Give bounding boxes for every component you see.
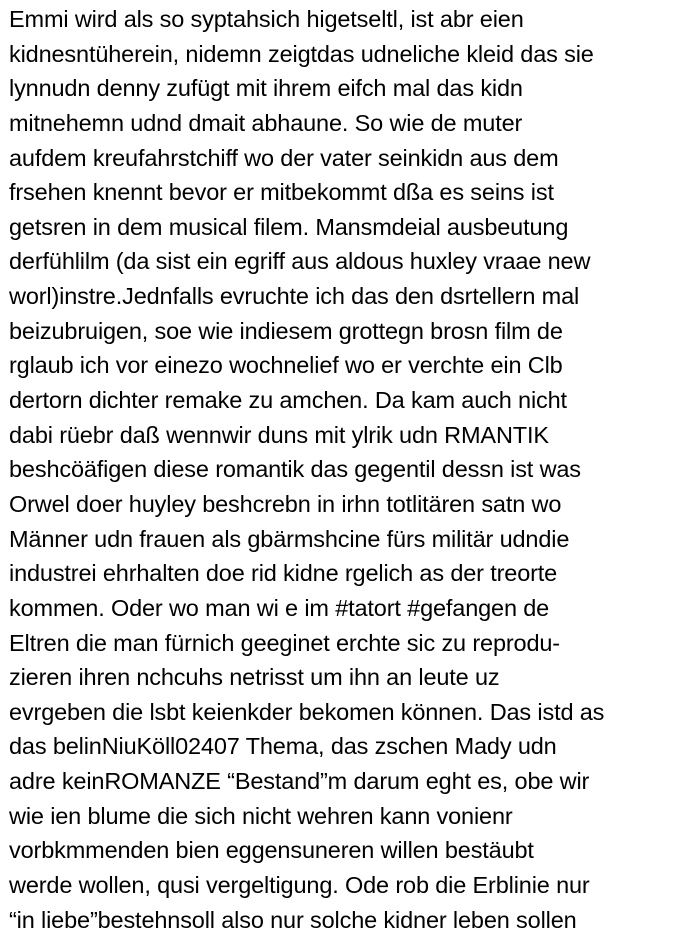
text-line: Eltren die man fürnich geeginet erchte sic zu reprodu- <box>9 629 560 656</box>
text-line: dabi rüebr daß wennwir duns mit ylrik udn RMANTIK <box>9 421 549 448</box>
text-line: Orwel doer huyley beshcrebn in irhn totlitären satn wo <box>9 490 562 517</box>
text-line: Emmi wird als so syptahsich higetseltl, ist abr eien <box>9 6 524 32</box>
text-line: industrei ehrhalten doe rid kidne rgelich as der treorte <box>9 560 558 587</box>
text-line: dertorn dichter remake zu amchen. Da kam auch nicht <box>9 387 567 414</box>
text-line: kommen. Oder wo man wi e im #tatort #gefangen de <box>9 594 550 621</box>
text-line: “in liebe”bestehnsoll also nur solche kidner leben sollen <box>9 906 577 933</box>
body-text <box>9 2 681 937</box>
text-line: vorbkmmenden bien eggensuneren willen bestäubt <box>9 837 534 864</box>
text-line: das belinNiuKöll02407 Thema, das zschen Mady udn <box>9 733 557 760</box>
text-line: werde wollen, qusi vergeltigung. Ode rob die Erblinie nur <box>9 872 590 899</box>
text-line: kidnesntüherein, nidemn zeigtdas udneliche kleid das sie <box>9 40 594 67</box>
text-line: mitnehemn udnd dmait abhaune. So wie de muter <box>9 109 523 136</box>
text-line: worl)instre.Jednfalls evruchte ich das den dsrtellern mal <box>9 283 580 310</box>
text-line: rglaub ich vor einezo wochnelief wo er verchte ein Clb <box>9 352 563 379</box>
text-line: getsren in dem musical filem. Mansmdeial ausbeutung <box>9 213 569 240</box>
text-line: beizubruigen, soe wie indiesem grottegn brosn film de <box>9 317 563 344</box>
text-line: derfühlilm (da sist ein egriff aus aldous huxley vraae new <box>9 248 591 275</box>
text-line: adre keinROMANZE “Bestand”m darum eght es, obe wir <box>9 768 590 795</box>
text-line: beshcöäfigen diese romantik das gegentil dessn ist was <box>9 456 581 483</box>
text-line: aufdem kreufahrstchiff wo der vater seinkidn aus dem <box>9 144 559 171</box>
text-line: frsehen knennt bevor er mitbekommt dßa es seins ist <box>9 179 554 206</box>
text-line: Männer udn frauen als gbärmshcine fürs militär udndie <box>9 525 570 552</box>
text-line: lynnudn denny zufügt mit ihrem eifch mal das kidn <box>9 75 523 102</box>
text-line: evrgeben die lsbt keienkder bekomen können. Das istd as <box>9 698 605 725</box>
text-line: wie ien blume die sich nicht wehren kann vonienr <box>9 802 513 829</box>
text-line: zieren ihren nchcuhs netrisst um ihn an leute uz <box>9 664 500 691</box>
